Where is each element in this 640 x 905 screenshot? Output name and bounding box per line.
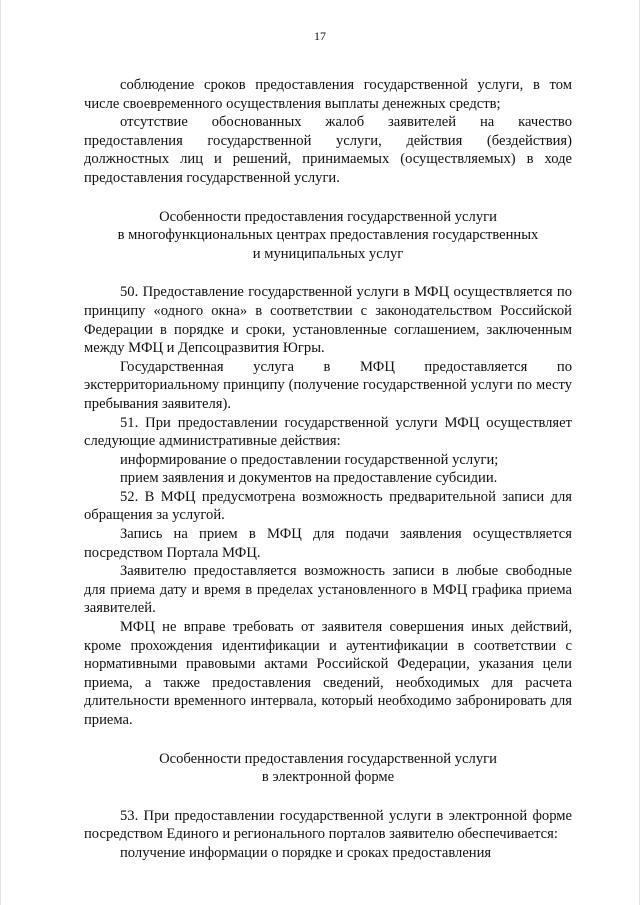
paragraph-52: 52. В МФЦ предусмотрена возможность предварительной записи для обращения за услугой. xyxy=(84,488,572,524)
paragraph: получение информации о порядке и сроках предоставления xyxy=(120,844,492,861)
paragraph: отсутствие обоснованных жалоб заявителей на качество предоставления государственной услуги, действия (бездействия) должностных лиц и решений, принимаемых (осуществляемых) в ходе предоставления государственной услуги. xyxy=(84,114,572,186)
heading-line: и муниципальных услуг xyxy=(252,245,404,262)
section-heading-electronic xyxy=(84,750,572,787)
paragraph: Заявителю предоставляется возможность записи в любые свободные для приема дату и время в пределах установленного в МФЦ графика приема заявителей. xyxy=(84,563,572,617)
page-number: 17 xyxy=(314,29,326,43)
paragraph-50: 50. Предоставление государственной услуги в МФЦ осуществляется по принципу «одного окна» в соответствии с законодательством Российской Федерации в порядке и сроки, установленные соглашением, заключенным между МФЦ и Депсоцразвития Югры. xyxy=(84,284,572,357)
paragraph: Государственная услуга в МФЦ предоставляется по экстерриториальному принципу (получение государственной услуги по месту пребывания заявителя). xyxy=(84,358,572,412)
heading-line: Особенности предоставления государственной услуги xyxy=(159,208,497,225)
page-edge-left xyxy=(0,0,1,905)
document-body xyxy=(84,76,572,863)
paragraph-51: 51. При предоставлении государственной услуги МФЦ осуществляет следующие административные действия: xyxy=(84,414,572,450)
heading-line: в электронной форме xyxy=(261,769,395,786)
list-item: прием заявления и документов на предоставление субсидии. xyxy=(120,470,498,487)
section-heading-mfc xyxy=(84,208,572,264)
list-item: информирование о предоставлении государственной услуги; xyxy=(120,451,499,468)
heading-line: Особенности предоставления государственной услуги xyxy=(159,750,497,767)
paragraph: Запись на прием в МФЦ для подачи заявления осуществляется посредством Портала МФЦ. xyxy=(84,526,572,561)
heading-line: в многофункциональных центрах предоставления государственных xyxy=(117,227,539,244)
paragraph: МФЦ не вправе требовать от заявителя совершения иных действий, кроме прохождения идентификации и аутентификации в соответствии с нормативными правовыми актами Российской Федерации, указания цели приема, а также предоставления сведений, необходимых для расчета длительности временного интервала, который необходимо забронировать для приема. xyxy=(84,619,572,728)
paragraph-53: 53. При предоставлении государственной услуги в электронной форме посредством Единого и регионального порталов заявителю обеспечивается: xyxy=(84,807,572,843)
paragraph: соблюдение сроков предоставления государственной услуги, в том числе своевременного осуществления выплаты денежных средств; xyxy=(84,77,572,112)
